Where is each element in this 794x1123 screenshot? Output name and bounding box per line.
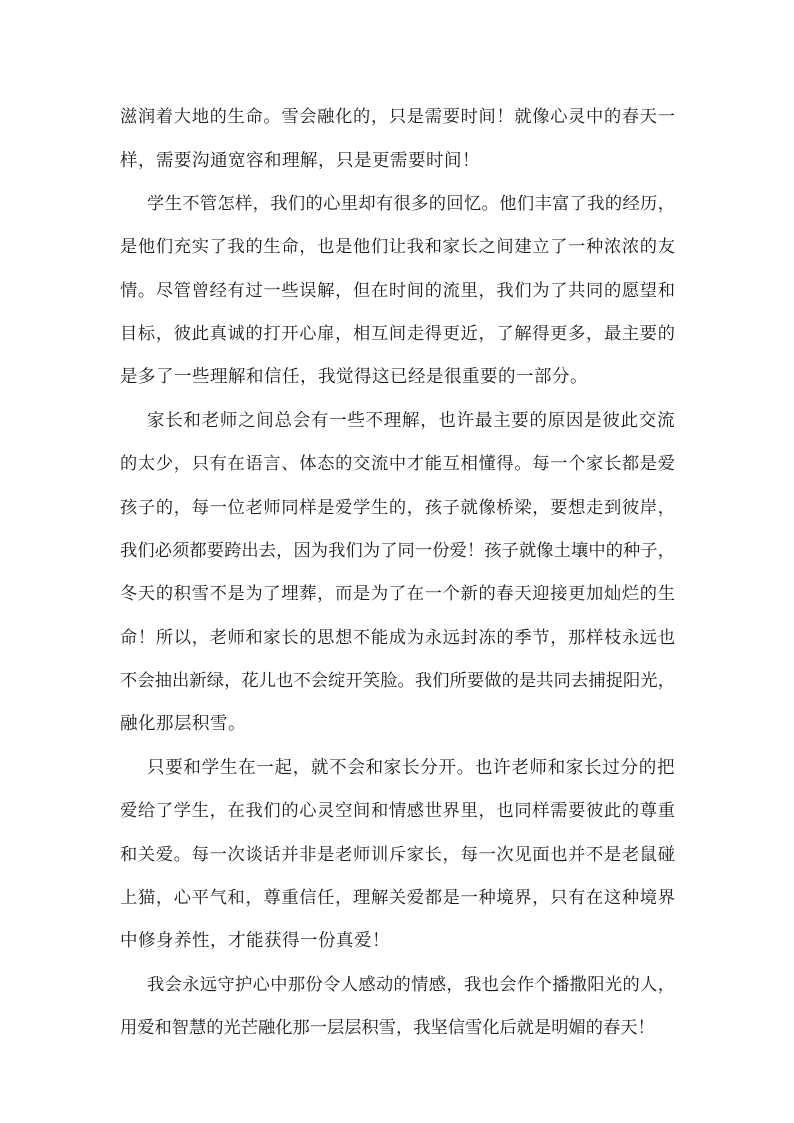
paragraph-first-line: 只要和学生在一起，就不会和家长分开。也许老师和家长过分的把 [147,758,675,778]
text-line: 是他们充实了我的生命，也是他们让我和家长之间建立了一种浓浓的友 [120,237,675,257]
text-line: 情。尽管曾经有过一些误解，但在时间的流里，我们为了共同的愿望和 [120,281,675,301]
text-line: 的太少，只有在语言、体态的交流中才能互相懂得。每一个家长都是爱 [120,454,675,474]
text-line: 命！所以，老师和家长的思想不能成为永远封冻的季节，那样枝永远也 [120,628,675,648]
text-line: 我们必须都要跨出去，因为我们为了同一份爱！孩子就像土壤中的种子， [120,541,675,561]
text-line: 融化那层积雪。 [120,714,246,734]
text-line: 不会抽出新绿，花儿也不会绽开笑脸。我们所要做的是共同去捕捉阳光， [120,671,675,691]
text-line: 和关爱。每一次谈话并非是老师训斥家长，每一次见面也并不是老鼠碰 [120,845,675,865]
text-line: 中修身养性，才能获得一份真爱！ [120,931,390,951]
text-line: 用爱和智慧的光芒融化那一层层积雪，我坚信雪化后就是明媚的春天！ [120,1018,655,1038]
text-line: 爱给了学生，在我们的心灵空间和情感世界里，也同样需要彼此的尊重 [120,801,675,821]
text-line: 滋润着大地的生命。雪会融化的，只是需要时间！就像心灵中的春天一 [120,107,675,127]
text-line: 孩子的，每一位老师同样是爱学生的，孩子就像桥梁，要想走到彼岸， [120,498,675,518]
paragraph-first-line: 学生不管怎样，我们的心里却有很多的回忆。他们丰富了我的经历， [147,194,675,214]
text-line: 是多了一些理解和信任，我觉得这已经是很重要的一部分。 [120,367,588,387]
text-line: 冬天的积雪不是为了埋葬，而是为了在一个新的春天迎接更加灿烂的生 [120,584,675,604]
text-line: 目标，彼此真诚的打开心扉，相互间走得更近，了解得更多，最主要的 [120,324,675,344]
paragraph-first-line: 我会永远守护心中那份令人感动的情感，我也会作个播撒阳光的人， [147,975,675,995]
text-line: 样，需要沟通宽容和理解，只是更需要时间！ [120,151,480,171]
paragraph-first-line: 家长和老师之间总会有一些不理解，也许最主要的原因是彼此交流 [147,411,675,431]
text-line: 上猫，心平气和，尊重信任，理解关爱都是一种境界，只有在这种境界 [120,888,675,908]
